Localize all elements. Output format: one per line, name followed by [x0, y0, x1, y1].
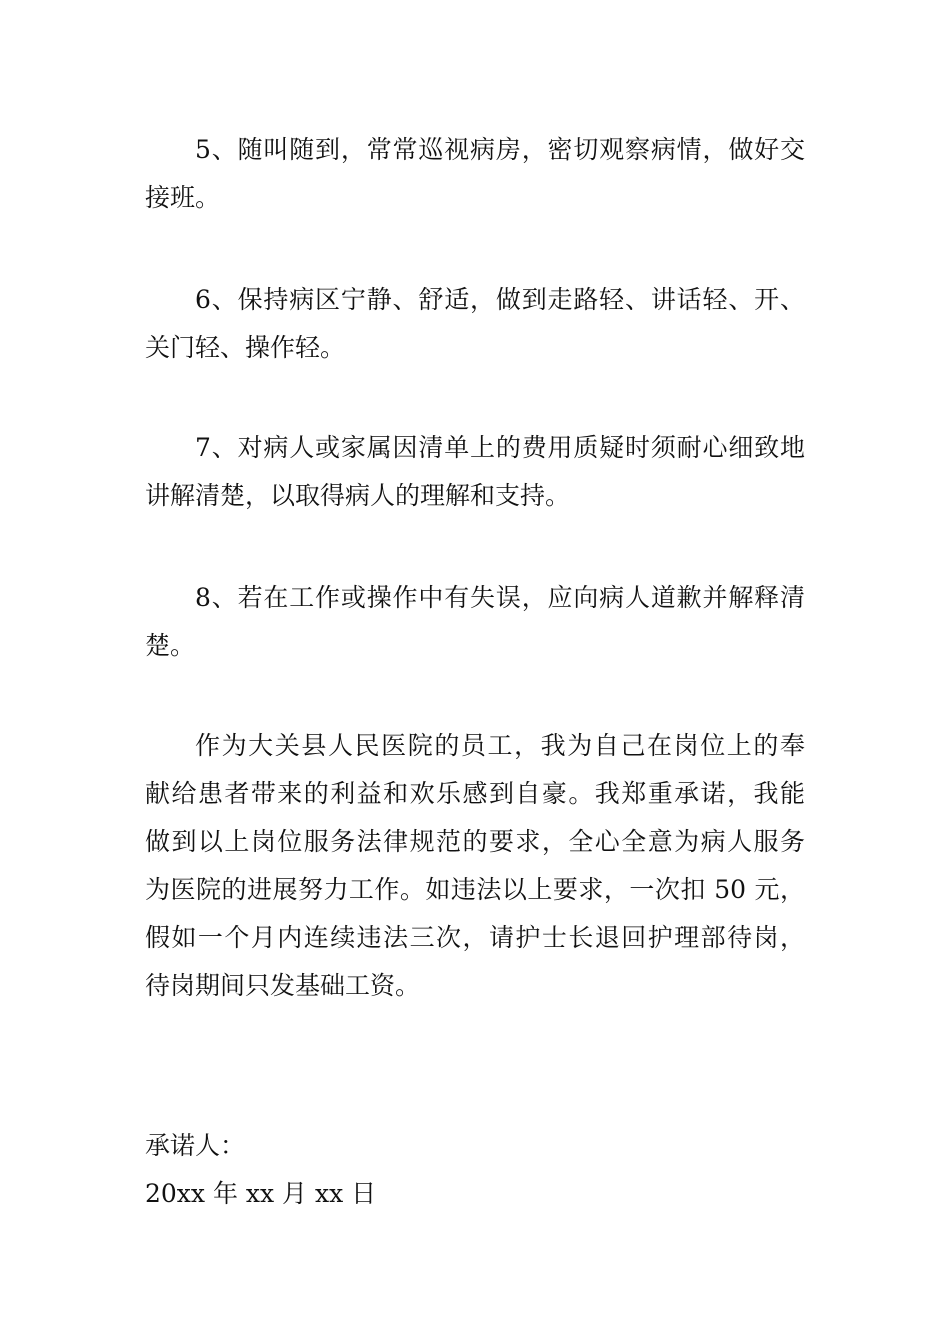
clause-5 [145, 126, 805, 222]
clause-8 [145, 574, 805, 670]
text-line: 关门轻、操作轻。 [145, 333, 346, 362]
text-line: 7、对病人或家属因清单上的费用质疑时须耐心细致地 [195, 433, 805, 462]
text-line: 假如一个月内连续违法三次，请护士长退回护理部待岗， [145, 923, 805, 952]
pledge-paragraph [145, 722, 805, 1010]
text-line: 楚。 [145, 631, 196, 660]
signature-date: 20xx 年 xx 月 xx 日 [145, 1179, 377, 1208]
clause-7 [145, 424, 805, 520]
text-line: 作为大关县人民医院的员工，我为自己在岗位上的奉 [195, 731, 805, 760]
text-line: 6、保持病区宁静、舒适，做到走路轻、讲话轻、开、 [195, 285, 805, 314]
text-line: 5、随叫随到，常常巡视病房，密切观察病情，做好交 [195, 135, 805, 164]
text-line: 讲解清楚，以取得病人的理解和支持。 [145, 481, 571, 510]
text-line: 接班。 [145, 183, 221, 212]
signer-label: 承诺人： [145, 1131, 246, 1160]
text-line: 做到以上岗位服务法律规范的要求，全心全意为病人服务 [145, 827, 805, 856]
text-line: 献给患者带来的利益和欢乐感到自豪。我郑重承诺，我能 [145, 779, 805, 808]
text-line: 待岗期间只发基础工资。 [145, 971, 421, 1000]
text-line: 8、若在工作或操作中有失误，应向病人道歉并解释清 [195, 583, 805, 612]
clause-6 [145, 276, 805, 372]
text-line: 为医院的进展努力工作。如违法以上要求，一次扣 50 元， [145, 875, 805, 904]
